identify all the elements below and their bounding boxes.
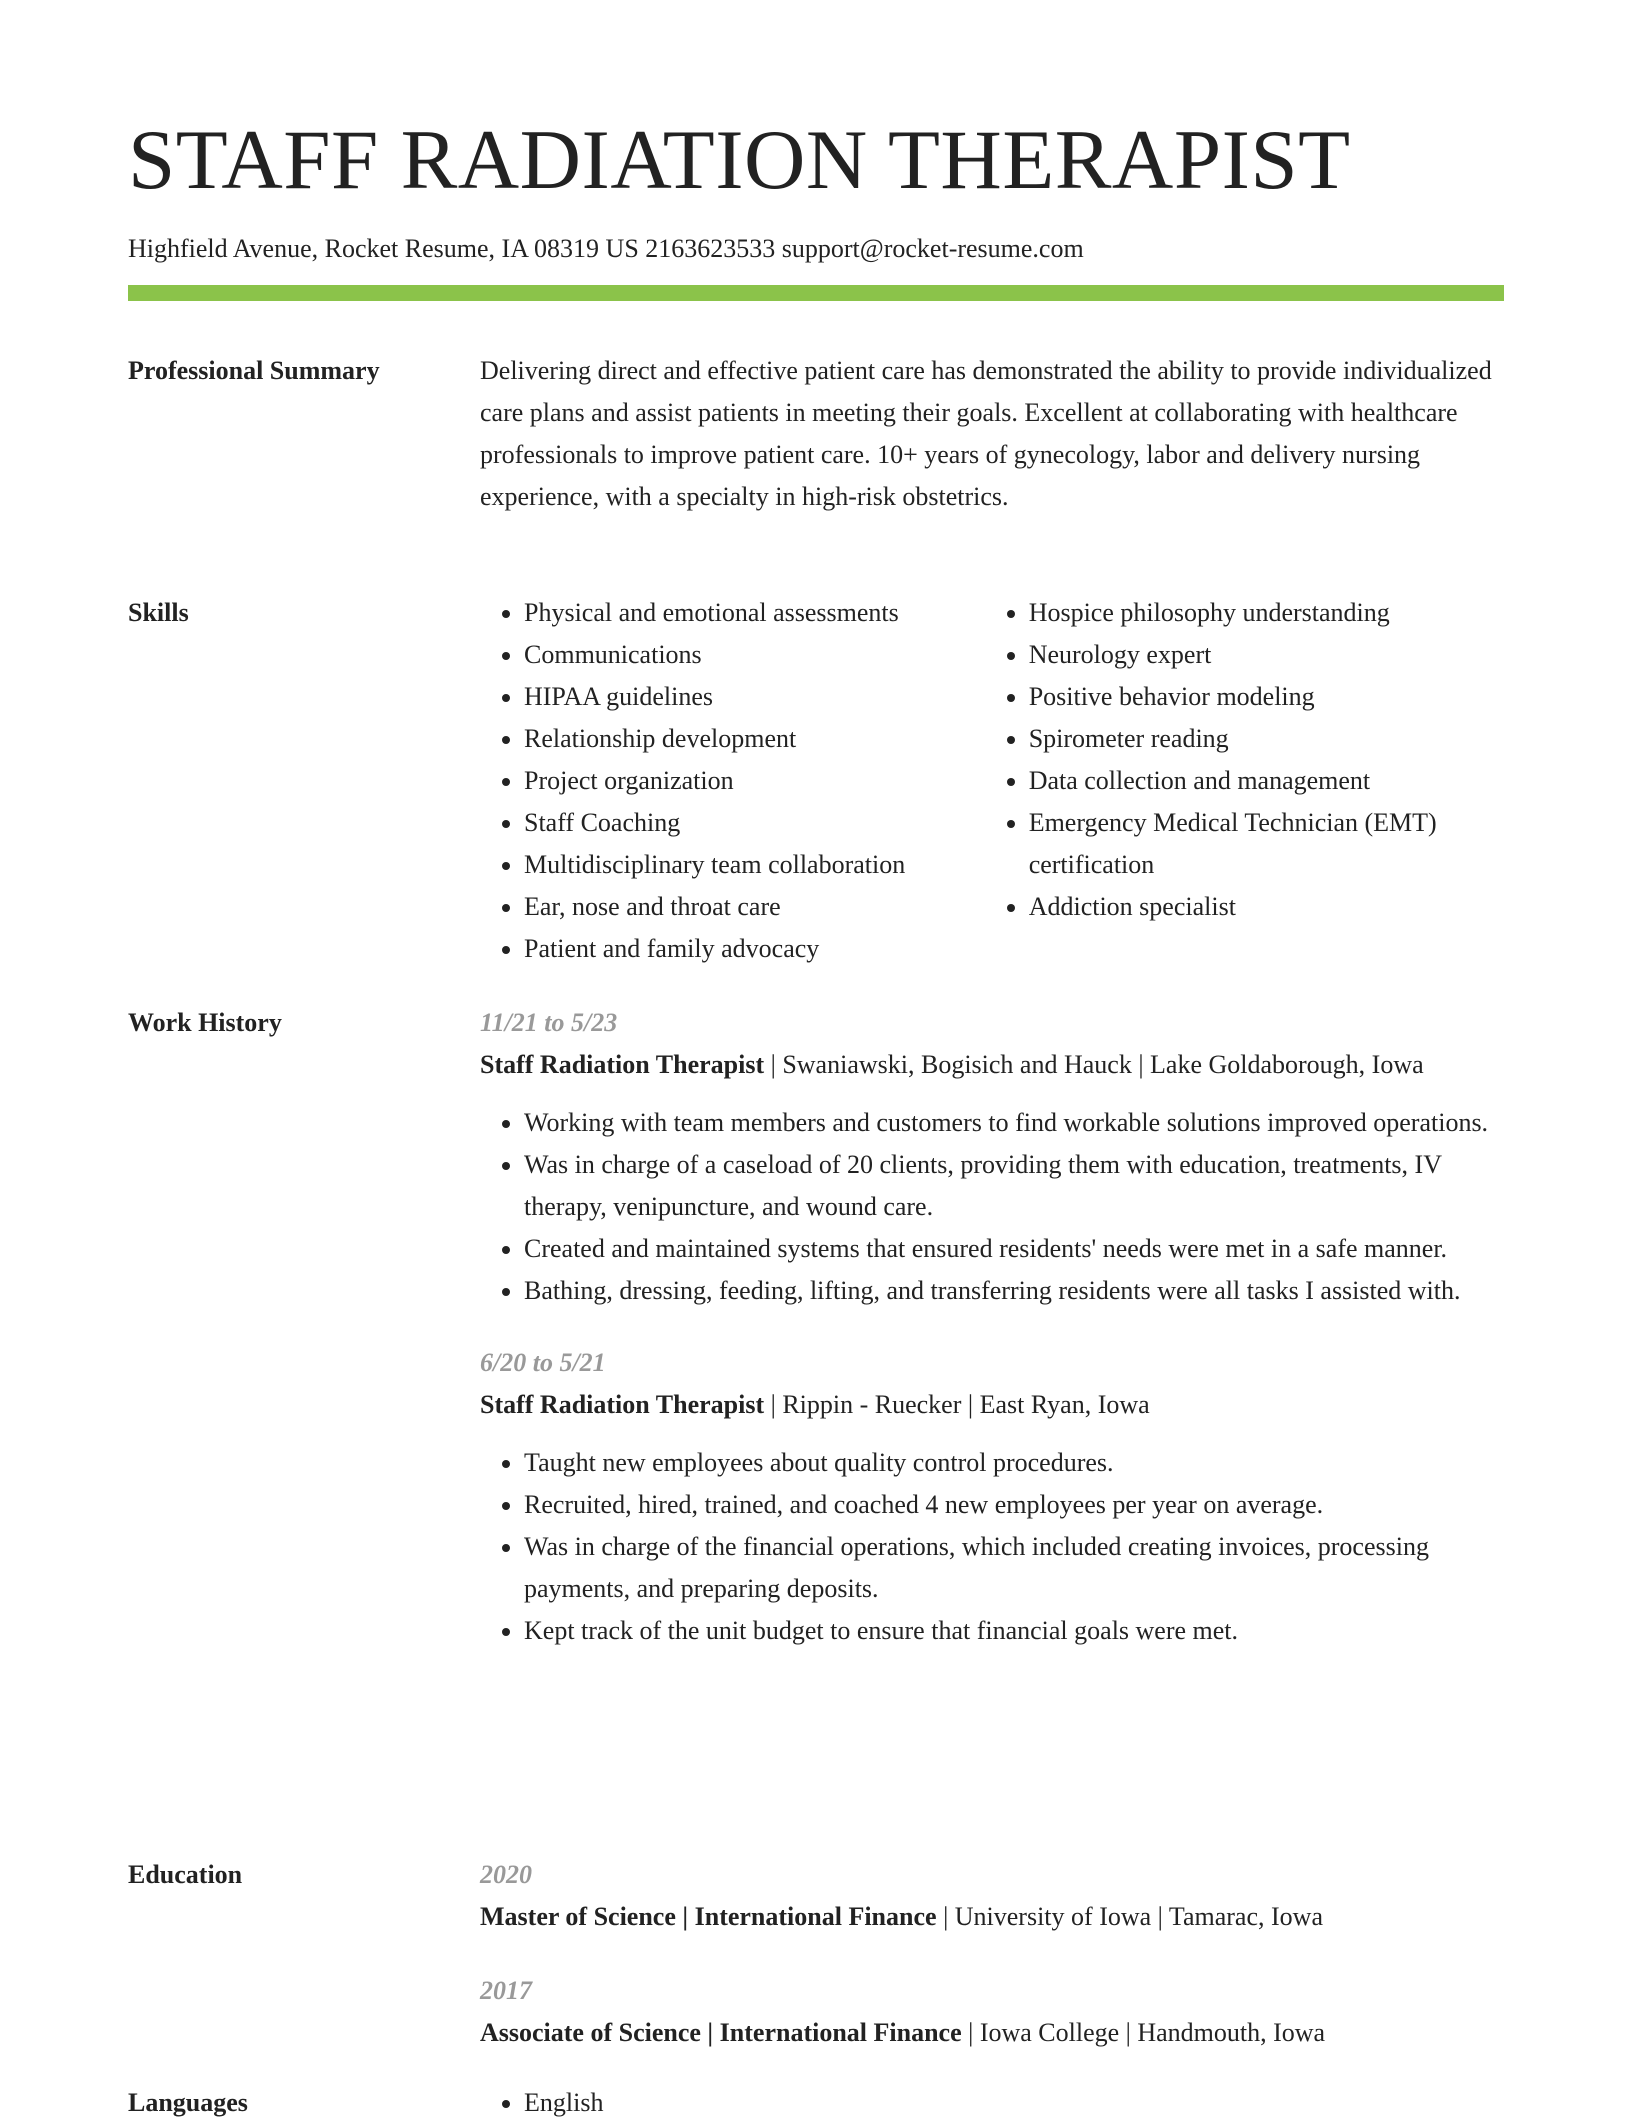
job-bullet: • Created and maintained systems that ensured residents' needs were met in a safe manner. [524,1228,1504,1270]
section-title-work-history: Work History [128,1008,282,1037]
job-bullet: • Kept track of the unit budget to ensure that financial goals were met. [524,1610,1504,1652]
job-bullet: • Was in charge of the financial operations, which included creating invoices, processing payments, and preparing deposits. [524,1526,1504,1610]
skills-column-2 [985,592,1504,970]
education-entry [480,1854,1504,1938]
education-degree: Associate of Science | International Finance [480,2018,962,2047]
job-bullet: • Recruited, hired, trained, and coached 4 new employees per year on average. [524,1484,1504,1526]
languages-list [480,2082,1504,2124]
skill-item: • Staff Coaching [524,802,985,844]
education-details: | University of Iowa | Tamarac, Iowa [936,1902,1323,1931]
skill-item: • Emergency Medical Technician (EMT) certification [1029,802,1504,886]
skill-item: • Patient and family advocacy [524,928,985,970]
skill-item: • HIPAA guidelines [524,676,985,718]
education-year: 2017 [480,1976,532,2005]
education-heading [480,2012,1504,2054]
section-title-education: Education [128,1860,243,1889]
job-bullets [480,1442,1504,1652]
accent-divider [128,285,1504,301]
job-heading [480,1044,1504,1086]
education-body [480,1854,1504,2054]
languages-body [480,2082,1504,2124]
resume-name: STAFF RADIATION THERAPIST [128,113,1351,207]
skills-body [480,592,1504,970]
skill-item: • Spirometer reading [1029,718,1504,760]
job-heading [480,1384,1504,1426]
contact-line: Highfield Avenue, Rocket Resume, IA 08319 US 2163623533 support@rocket-resume.com [128,234,1084,263]
job-dates: 6/20 to 5/21 [480,1348,606,1377]
section-title-summary: Professional Summary [128,356,380,385]
summary-body [480,350,1504,518]
education-entry [480,1970,1504,2054]
skill-item: • Relationship development [524,718,985,760]
skill-item: • Multidisciplinary team collaboration [524,844,985,886]
job-entry [480,1342,1504,1652]
job-bullet: • Bathing, dressing, feeding, lifting, and transferring residents were all tasks I assisted with. [524,1270,1504,1312]
job-entry [480,1002,1504,1312]
education-year: 2020 [480,1860,532,1889]
job-bullet: • Working with team members and customers to find workable solutions improved operations. [524,1102,1504,1144]
job-role: Staff Radiation Therapist [480,1050,765,1079]
language-item: • English [524,2082,1504,2124]
job-details: | Swaniawski, Bogisich and Hauck | Lake Goldaborough, Iowa [764,1050,1424,1079]
skill-item: • Ear, nose and throat care [524,886,985,928]
skill-item: • Project organization [524,760,985,802]
job-bullet: • Taught new employees about quality control procedures. [524,1442,1504,1484]
skill-item: • Physical and emotional assessments [524,592,985,634]
skill-item: • Neurology expert [1029,634,1504,676]
job-role: Staff Radiation Therapist [480,1390,765,1419]
job-details: | Rippin - Ruecker | East Ryan, Iowa [764,1390,1150,1419]
section-title-skills: Skills [128,598,189,627]
job-dates: 11/21 to 5/23 [480,1008,618,1037]
skill-item: • Addiction specialist [1029,886,1504,928]
skill-item: • Data collection and management [1029,760,1504,802]
education-heading [480,1896,1504,1938]
skill-item: • Hospice philosophy understanding [1029,592,1504,634]
work-history-body [480,1002,1504,1652]
section-title-languages: Languages [128,2088,248,2117]
skill-item: • Positive behavior modeling [1029,676,1504,718]
education-details: | Iowa College | Handmouth, Iowa [961,2018,1326,2047]
skill-item: • Communications [524,634,985,676]
job-bullet: • Was in charge of a caseload of 20 clients, providing them with education, treatments, IV therapy, venipuncture, and wound care. [524,1144,1504,1228]
education-degree: Master of Science | International Finance [480,1902,937,1931]
summary-text: Delivering direct and effective patient care has demonstrated the ability to provide individualized care plans and assist patients in meeting their goals. Excellent at collaborating with healthcare professionals to improve patient care. 10+ years of gynecology, labor and delivery nursing experience, with a specialty in high-risk obstetrics. [480,356,1492,511]
skills-column-1 [480,592,985,970]
job-bullets [480,1102,1504,1312]
